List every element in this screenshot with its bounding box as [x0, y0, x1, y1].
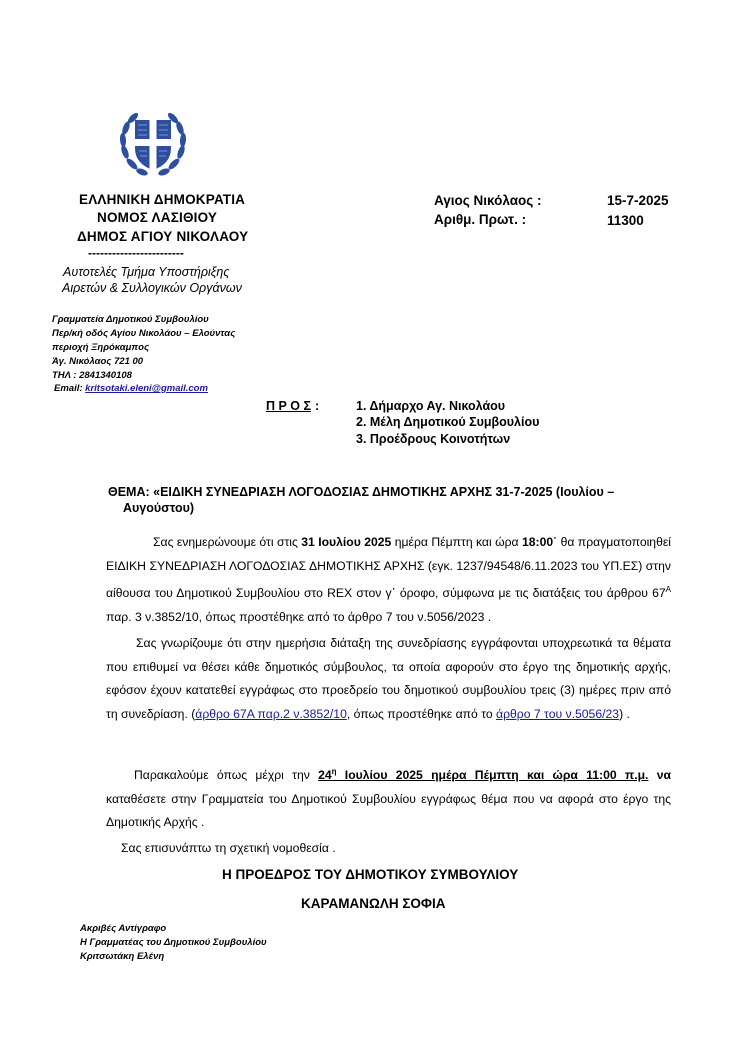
paragraph-deadline — [106, 760, 671, 835]
superscript: Α — [665, 585, 671, 594]
header-republic: ΕΛΛΗΝΙΚΗ ΔΗΜΟΚΡΑΤΙΑ — [79, 192, 246, 207]
footer-secretary-title: Η Γραμματέας του Δημοτικού Συμβουλίου — [80, 937, 267, 948]
contact-email-row — [54, 382, 208, 396]
place-label: Αγιος Νικόλαος : — [434, 193, 542, 208]
department-line-2: Αιρετών & Συλλογικών Οργάνων — [62, 281, 242, 295]
contact-area: περιοχή Ξηρόκαμπος — [52, 342, 150, 353]
protocol-number: 11300 — [607, 213, 644, 228]
contact-city: Άγ. Νικόλαος 721 00 — [52, 356, 144, 367]
email-label: Email: — [54, 383, 83, 394]
footer-certified-copy: Ακριβές Αντίγραφο — [80, 923, 167, 934]
header-separator: ------------------------ — [88, 246, 184, 260]
paragraph-agenda — [106, 632, 671, 726]
document-date: 15-7-2025 — [607, 193, 669, 208]
contact-street: Περ/κή οδός Αγίου Νικολάου – Ελούντας — [52, 328, 236, 339]
paragraph-attachment: Σας επισυνάπτω τη σχετική νομοθεσία . — [121, 841, 336, 855]
subject-line-2: Αυγούστου) — [123, 501, 195, 515]
text-span: Σας ενημερώνουμε ότι στις — [153, 535, 302, 549]
law-link-article-7[interactable]: άρθρο 7 του ν.5056/23 — [496, 706, 620, 721]
text-span: να — [648, 768, 671, 783]
protocol-label: Αριθμ. Πρωτ. : — [434, 212, 527, 227]
recipient-item: 1. Δήμαρχο Αγ. Νικολάου — [356, 399, 506, 413]
text-span: Σας γνωρίζουμε ότι στην ημερήσια διάταξη της συνεδρίασης εγγράφονται υποχρεωτικά τα θέματα που επιθυμεί να θέσει κάθε δημοτικός σύμβουλος, τα οποία αφορούν στο έργο της δημοτικής αρχής, εφόσον έχουν κατατεθεί εγγράφως στο προεδρείο του δημοτικού συμβουλίου τρεις (3) ημέρες πριν από τη συνεδρίαση. ( — [106, 636, 671, 721]
department-line-1: Αυτοτελές Τμήμα Υποστήριξης — [63, 265, 230, 279]
signature-title: Η ΠΡΟΕΔΡΟΣ ΤΟΥ ΔΗΜΟΤΙΚΟΥ ΣΥΜΒΟΥΛΙΟΥ — [222, 867, 519, 882]
text-span: θα πραγματοποιηθεί ΕΙΔΙΚΗ ΣΥΝΕΔΡΙΑΣΗ ΛΟΓΟΔΟΣΙΑΣ ΔΗΜΟΤΙΚΗΣ ΑΡΧΗΣ (εγκ. 1237/94548/6.11.2023 του ΥΠ.ΕΣ) στην αίθουσα του Δημοτικού Συμβουλίου στο REX στον γ΄ όροφο, σύμφωνα με τις διατάξεις του άρθρου 67 — [106, 535, 672, 601]
text-span: Παρακαλούμε όπως μέχρι την — [134, 768, 319, 783]
header-prefecture: ΝΟΜΟΣ ΛΑΣΙΘΙΟΥ — [97, 210, 218, 225]
superscript: η — [331, 767, 337, 776]
text-span: παρ. 3 ν.3852/10, όπως προστέθηκε από το άρθρο 7 του ν.5056/2023 . — [106, 609, 492, 624]
email-link[interactable]: kritsotaki.eleni@gmail.com — [85, 383, 208, 394]
text-span: ημέρα Πέμπτη και ώρα — [391, 535, 522, 549]
meeting-date: 31 Ιουλίου 2025 — [301, 535, 392, 549]
footer-secretary-name: Κριτσωτάκη Ελένη — [80, 951, 165, 962]
recipient-item: 3. Προέδρους Κοινοτήτων — [356, 432, 511, 446]
header-municipality: ΔΗΜΟΣ ΑΓΙΟΥ ΝΙΚΟΛΑΟΥ — [77, 229, 249, 244]
text-span: ) . — [619, 706, 630, 721]
contact-office: Γραμματεία Δημοτικού Συμβουλίου — [52, 314, 209, 325]
signature-name: ΚΑΡΑΜΑΝΩΛΗ ΣΟΦΙΑ — [301, 896, 446, 911]
subject-line-1: ΘΕΜΑ: «ΕΙΔΙΚΗ ΣΥΝΕΔΡΙΑΣΗ ΛΟΓΟΔΟΣΙΑΣ ΔΗΜΟΤΙΚΗΣ ΑΡΧΗΣ 31-7-2025 (Ιουλίου – — [108, 485, 615, 499]
meeting-time: 18:00΄ — [521, 535, 558, 549]
law-link-67a[interactable]: άρθρο 67Α παρ.2 ν.3852/10 — [195, 706, 347, 721]
text-span: 24 — [318, 768, 332, 783]
recipients-colon: : — [315, 399, 320, 413]
text-span: Ιουλίου 2025 ημέρα Πέμπτη και ώρα 11:00 π.μ. — [336, 768, 649, 783]
text-span: καταθέσετε στην Γραμματεία του Δημοτικού Συμβουλίου εγγράφως θέμα που να αφορά στο έργο της Δημοτικής Αρχής . — [106, 791, 671, 830]
greek-republic-emblem — [116, 108, 190, 180]
contact-phone: ΤΗΛ : 2841340108 — [52, 370, 132, 381]
recipients-label: Π Ρ Ο Σ — [266, 399, 312, 413]
deadline-date — [318, 768, 648, 782]
text-span: , όπως προστέθηκε από το — [346, 706, 497, 721]
paragraph-announcement — [106, 531, 671, 629]
recipient-item: 2. Μέλη Δημοτικού Συμβουλίου — [356, 415, 540, 429]
